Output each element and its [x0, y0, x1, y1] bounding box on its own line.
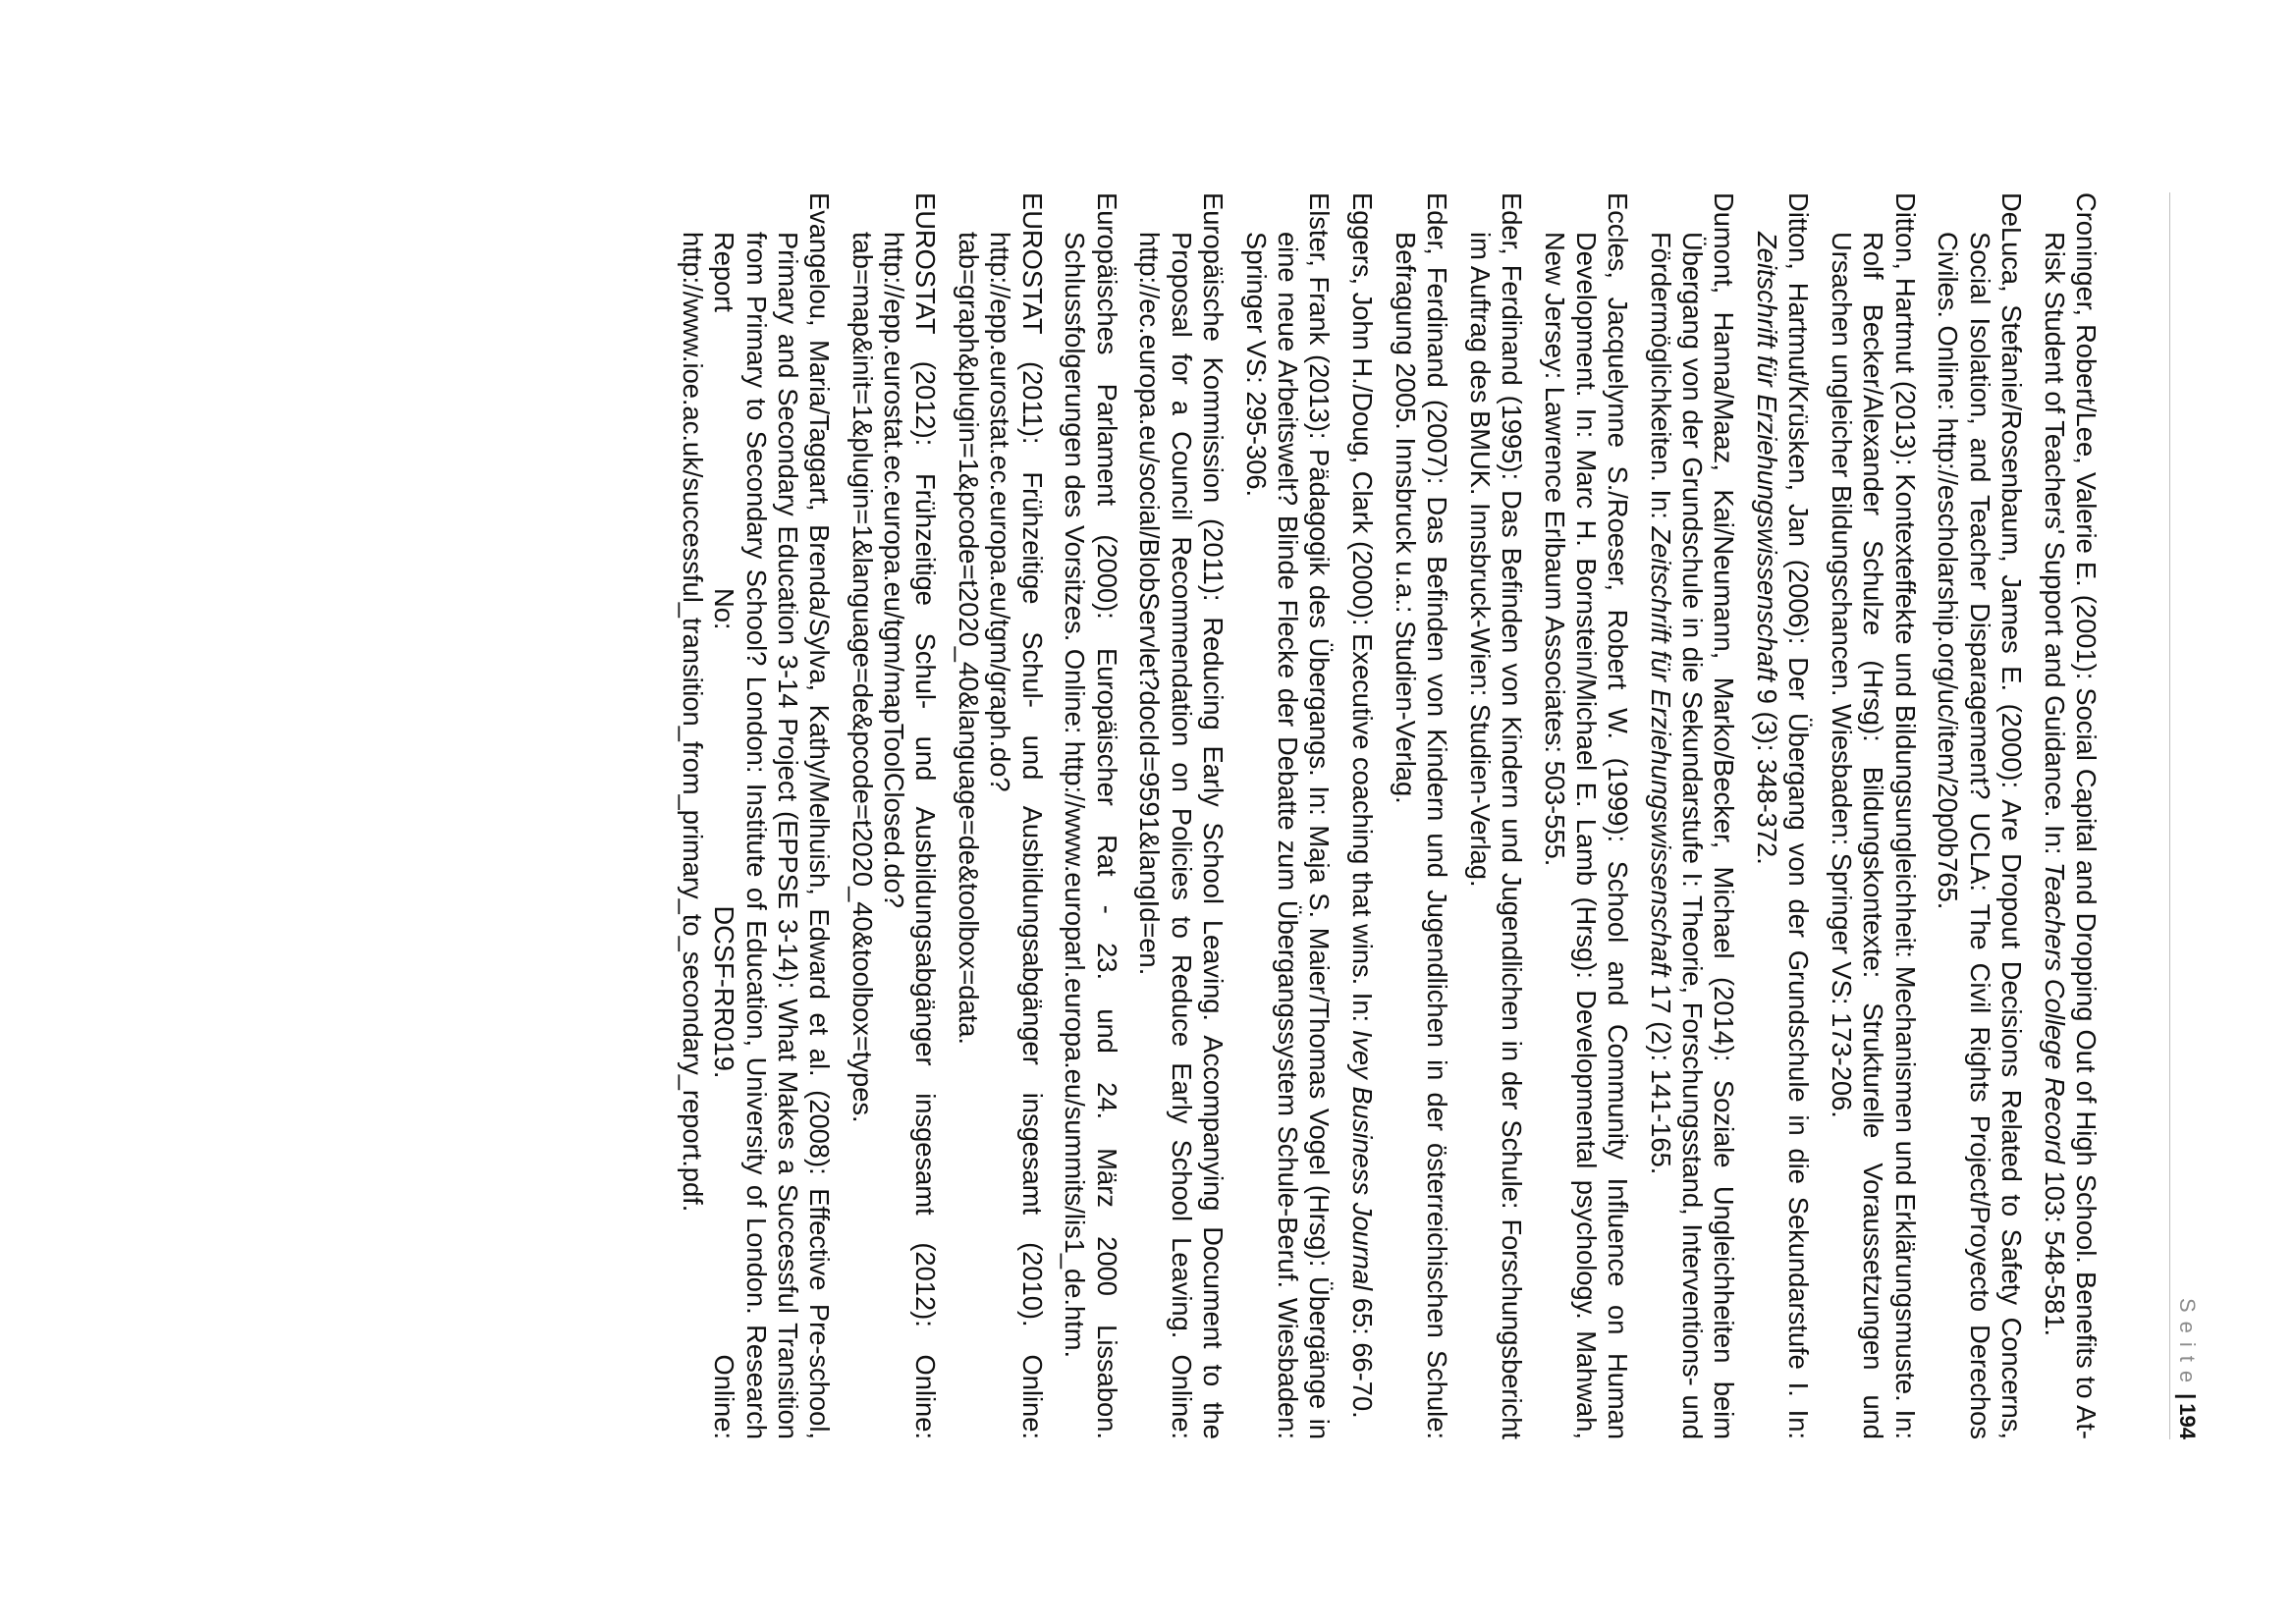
reference-entry: Eccles, Jacquelynne S./Roeser, Robert W. (1999): School and Community Influence on Human Development. In: Marc H. Bornstein/Michael E. Lamb (Hrsg): Developmental psychology. Mahwah, New Jersey: Lawrence Erlbaum Associates: 503-555. — [1539, 192, 1634, 1439]
header-separator: | — [2175, 1393, 2200, 1400]
seite-label: Seite — [2175, 1297, 2200, 1392]
reference-list — [665, 192, 2102, 1439]
page-number: 194 — [2175, 1403, 2200, 1439]
reference-entry: Ditton, Hartmut (2013): Kontexteffekte und Bildungsungleichheit: Mechanismen und Erklärungsmuste. In: Rolf Becker/Alexander Schulze (Hrsg): Bildungskontexte: Strukturelle Voraussetzungen und Ursachen ungleicher Bildungschancen. Wiesbaden: Springer VS: 173-206. — [1827, 192, 1921, 1439]
reference-entry: Eggers, John H./Doug, Clark (2000): Executive coaching that wins. In: Ivey Business Journal 65: 66-70. — [1346, 192, 1378, 1419]
reference-entry: Elster, Frank (2013): Pädagogik des Übergangs. In: Maja S. Maier/Thomas Vogel (Hrsg): Übergänge in eine neue Arbeitswelt? Blinde Flecke der Debatte zum Übergangssystem Schule-Beruf. Wiesbaden: Springer VS: 295-306. — [1240, 192, 1336, 1439]
reference-entry: Dumont, Hanna/Maaz, Kai/Neumann, Marko/Becker, Michael (2014): Soziale Ungleichheiten beim Übergang von der Grundschule in die Sekundarstufe I: Theorie, Forschungsstand, Interventions- und Fördermöglichkeiten. In: Zeitschrift für Erziehungswissenschaft 17 (2): 141-165. — [1645, 192, 1740, 1439]
page-number-label — [2174, 1298, 2200, 1439]
reference-entry: EUROSTAT (2012): Frühzeitige Schul- und Ausbildungsabgänger insgesamt (2012): Online: http://epp.eurostat.ec.europa.eu/tgm/mapToolClosed.do?tab=map&init=1&plugin=1&language=de&pcode=t2020_40&toolbox=types. — [847, 192, 942, 1439]
reference-entry: Croninger, Robert/Lee, Valerie E. (2001): Social Capital and Dropping Out of High School. Benefits to At-Risk Student of Teachers' Support and Guidance. In: Teachers College Record 103: 548-581. — [2039, 192, 2102, 1439]
reference-entry: Evangelou, Maria/Taggart, Brenda/Sylva, Kathy/Melhuish, Edward et al. (2008): Effective Pre-school, Primary and Secondary Education 3-14 Project (EPPSE 3-14): What Makes a Successful Transition from Primary to Secondary School? London: Institute of Education, University of London. Research Report No: DCSF-RR019. Online: http://www.ioe.ac.uk/successful_transition_from_primary_to_secondary_report.pdf. — [677, 192, 836, 1439]
reference-entry: Ditton, Hartmut/Krüsken, Jan (2006): Der Übergang von der Grundschule in die Sekundarstufe I. In: Zeitschrift für Erziehungswissenschaft 9 (3): 348-372. — [1752, 192, 1815, 1439]
reference-entry: Eder, Ferdinand (1995): Das Befinden von Kindern und Jugendlichen in der Schule: Forschungsbericht im Auftrag des BMUK. Innsbruck-Wien: Studien-Verlag. — [1464, 192, 1527, 1439]
page-header — [2169, 192, 2200, 1439]
reference-entry: Europäische Kommission (2011): Reducing Early School Leaving. Accompanying Document to the Proposal for a Council Recommendation on Policies to Reduce Early School Leaving. Online: http://ec.europa.eu/social/BlobServlet?docId=9591&langId=en. — [1134, 192, 1229, 1439]
reference-entry: Europäisches Parlament (2000): Europäischer Rat - 23. und 24. März 2000 Lissabon. Schlussfolgerungen des Vorsitzes. Online: http://www.europarl.europa.eu/summits/lis1_de.htm. — [1060, 192, 1122, 1439]
reference-entry: EUROSTAT (2011): Frühzeitige Schul- und Ausbildungsabgänger insgesamt (2010). Online: http://epp.eurostat.ec.europa.eu/tgm/graph.do?tab=graph&plugin=1&pcode=t2020_40&language=de&toolbox=data. — [954, 192, 1048, 1439]
reference-entry: DeLuca, Stefanie/Rosenbaum, James E. (2000): Are Dropout Decisions Related to Safety Concerns, Social Isolation, and Teacher Disparagement? UCLA: The Civil Rights Project/Proyecto Derechos Civiles. Online: http://escholarship.org/uc/item/20p0b765. — [1933, 192, 2028, 1439]
reference-entry: Eder, Ferdinand (2007): Das Befinden von Kindern und Jugendlichen in der österreichischen Schule: Befragung 2005. Innsbruck u.a.: Studien-Verlag. — [1390, 192, 1452, 1439]
